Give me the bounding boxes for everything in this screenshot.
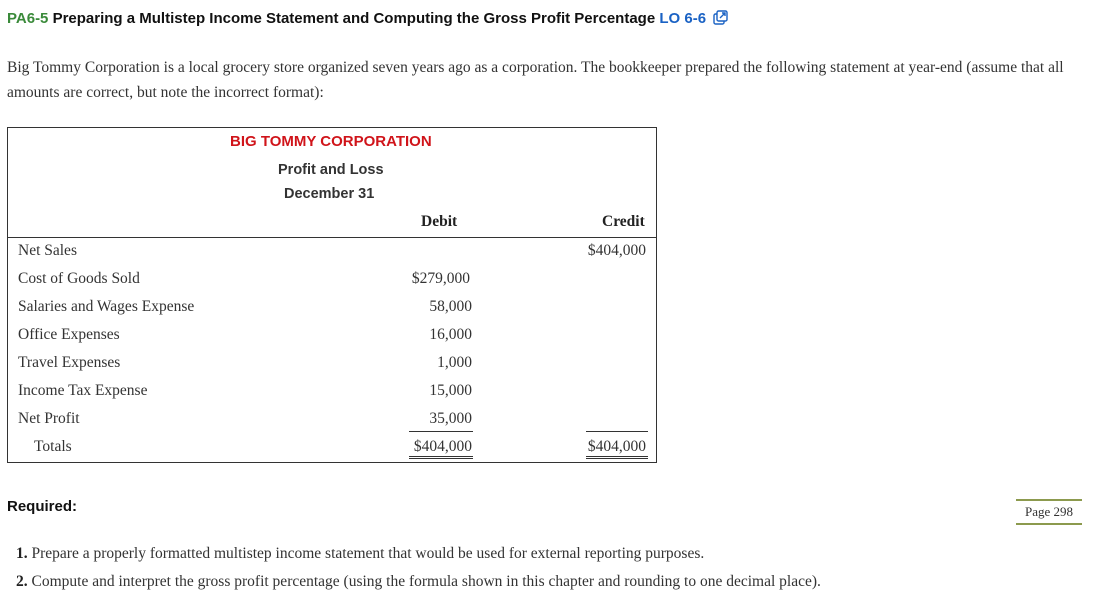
requirement-number: 1. [16,545,28,562]
row-debit: 1,000 [437,354,472,371]
row-debit: 35,000 [429,410,472,427]
income-statement-table [7,127,657,463]
page-number-badge: Page 298 [1016,499,1082,525]
table-row [8,322,656,350]
table-row [8,238,656,266]
table-row [8,378,656,406]
requirement-text: Compute and interpret the gross profit percentage (using the formula shown in this chapter and rounding to one decimal place). [31,573,821,590]
debit-total-double-rule [409,456,473,459]
problem-header [7,10,728,29]
table-row [8,294,656,322]
row-credit: $404,000 [587,242,646,259]
requirement-text: Prepare a properly formatted multistep income statement that would be used for external reporting purposes. [31,545,705,562]
intro-paragraph: Big Tommy Corporation is a local grocery store organized seven years ago as a corporation. The bookkeeper prepared the following statement at year-end (assume that all amounts are correct, but note the incorrect format): [7,59,1064,101]
debit-subtotal-rule [409,431,473,432]
required-heading: Required: [7,498,78,515]
statement-title: Profit and Loss [278,162,384,178]
table-row [8,350,656,378]
row-label: Net Sales [18,242,77,259]
credit-column-header: Credit [602,213,645,230]
credit-total-double-rule [586,456,648,459]
statement-date: December 31 [284,186,375,202]
row-debit: $404,000 [413,438,472,455]
row-label: Travel Expenses [18,354,121,371]
row-debit: $279,000 [411,270,470,287]
table-row [8,406,656,434]
row-debit: 16,000 [429,326,472,343]
row-label: Salaries and Wages Expense [18,298,195,315]
debit-column-header: Debit [421,213,458,230]
requirement-item [16,545,704,563]
table-row-totals [8,434,656,462]
row-debit: 15,000 [429,382,472,399]
learning-objective-link[interactable]: LO 6-6 [659,10,707,27]
requirement-item [16,573,821,591]
company-name: BIG TOMMY CORPORATION [230,133,432,150]
row-label: Totals [34,438,72,455]
row-label: Net Profit [18,410,80,427]
external-link-icon[interactable] [713,10,728,29]
row-label: Income Tax Expense [18,382,148,399]
requirement-number: 2. [16,573,28,590]
row-label: Cost of Goods Sold [18,270,140,287]
problem-code: PA6-5 [7,10,49,27]
row-label: Office Expenses [18,326,120,343]
row-credit: $404,000 [587,438,646,455]
problem-title: Preparing a Multistep Income Statement and Computing the Gross Profit Percentage [52,10,656,27]
table-row [8,266,656,294]
row-debit: 58,000 [429,298,472,315]
credit-subtotal-rule [586,431,648,432]
